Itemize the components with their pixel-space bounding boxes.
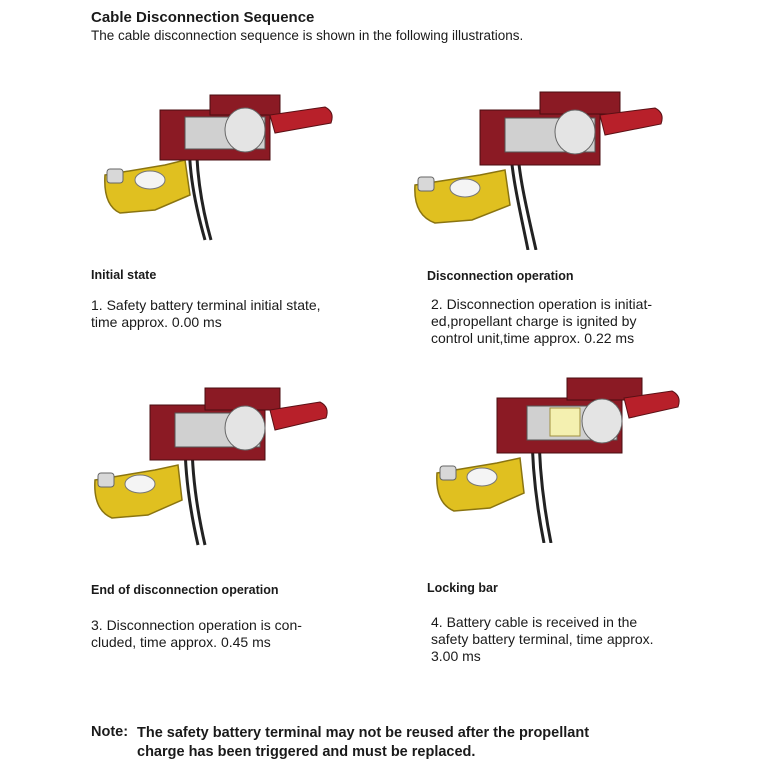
note-label: Note:: [91, 724, 129, 740]
step-3-illustration: [90, 380, 360, 550]
step-4-illustration: [432, 373, 702, 543]
page-title: Cable Disconnection Sequence: [91, 9, 315, 26]
step-3-caption: End of disconnection operation: [91, 583, 279, 597]
step-2-illustration: [410, 80, 680, 250]
step-4-caption: Locking bar: [427, 581, 498, 595]
step-1-caption: Initial state: [91, 268, 157, 282]
step-2-caption: Disconnection operation: [427, 269, 574, 283]
terminal-assembly-icon: [437, 378, 679, 543]
step-1-illustration: [95, 85, 365, 255]
step-3-description: 3. Disconnection operation is con- cluded, time approx. 0.45 ms: [91, 617, 302, 650]
page-subtitle: The cable disconnection sequence is shown in the following illustrations.: [91, 28, 524, 43]
terminal-assembly-icon: [105, 95, 332, 240]
terminal-assembly-icon: [415, 92, 662, 250]
step-4-description: 4. Battery cable is received in the safety battery terminal, time approx. 3.00 ms: [431, 614, 654, 664]
terminal-assembly-icon: [95, 388, 327, 545]
step-1-description: 1. Safety battery terminal initial state, time approx. 0.00 ms: [91, 297, 321, 330]
step-2-description: 2. Disconnection operation is initiat- ed,propellant charge is ignited by control unit,time approx. 0.22 ms: [431, 296, 653, 346]
note-text: The safety battery terminal may not be reused after the propellant charge has been triggered and must be replaced.: [137, 725, 590, 760]
